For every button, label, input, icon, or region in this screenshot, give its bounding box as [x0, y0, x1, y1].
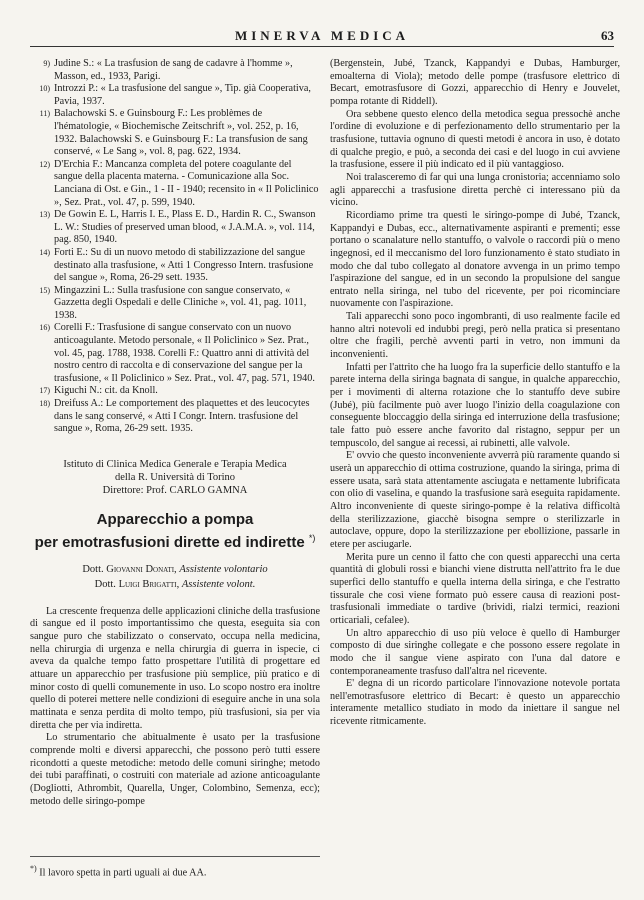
reference-item: [30, 58, 320, 83]
reference-number: 10): [39, 84, 50, 94]
reference-text: Dreifuss A.: Le comportement des plaquettes et des leucocytes dans le sang conservé, « Atti I Congr. Intern. trasfusione del sangue », Roma, 26-29 sett. 1935.: [54, 398, 310, 435]
reference-number: 9): [43, 59, 50, 68]
reference-item: [30, 83, 320, 108]
author-name: Giovanni Donati,: [106, 563, 177, 575]
institute-line: Istituto di Clinica Medica Generale e Terapia Medica: [63, 458, 287, 470]
reference-text: Judine S.: « La trasfusion de sang de cadavre à l'homme », Masson, ed., 1933, Parigi.: [54, 58, 293, 82]
body-paragraph: Ora sebbene questo elenco della metodica segua pressochè anche l'ordine di evoluzione e di perfezionamento dello strumentario per la trasfusione, tuttavia ognuno di questi metodi è ancora in uso, è dotato di qualche pregio, e può, a seconda dei casi e del luogo in cui avviene la trasfusione, essere il più indicato ed il più vantaggioso.: [330, 108, 620, 171]
reference-list: [30, 58, 320, 436]
reference-item: [30, 209, 320, 247]
author: [30, 562, 320, 577]
footnote-text: Il lavoro spetta in parti uguali ai due AA.: [39, 867, 207, 879]
reference-item: [30, 247, 320, 285]
body-paragraph: E' ovvio che questo inconveniente avverrà più raramente quando si userà un apparecchio di ottima costruzione, quando la siringa, prima di essere usata, sarà stata attentamente asciugata e nettamente lubrificata con olio di vaselina, e quando la trasfusione sarà eseguita rapidamente. Altro inconveniente di queste siringo-pompe è la relativa difficoltà della sterilizzazione, giacchè bisogna sempre o sterilizzarle in autoclave, oppure, dopo la sterilizzazione per ebollizione, passarle in etere per asciugarle.: [330, 450, 620, 550]
reference-number: 15): [39, 285, 50, 295]
page-number: 63: [601, 28, 614, 43]
article-title-text: per emotrasfusioni dirette ed indirette: [34, 533, 305, 551]
footnote-marker: *): [30, 864, 37, 873]
reference-item: [30, 322, 320, 385]
author-list: [30, 562, 320, 592]
reference-item: [30, 108, 320, 158]
body-paragraph: Noi tralasceremo di far qui una lunga cronistoria; accenniamo solo agli apparecchi a trasfusione diretta perchè ci interessano più da vicino.: [330, 171, 620, 209]
body-paragraph: Ricordiamo prime tra questi le siringo-pompe di Jubé, Tzanck, Kappandyi e Dubas, ecc., alternativamente aspiranti e prementi; esse portano o scanalature nello stantuffo, o valvole o raccordi più o meno ingegnosi, ed il meccanismo del loro funzionamento è stato studiato in modo che dal tubo collegato al donatore avvenga in un primo tempo l'aspirazione del sangue, ed in un secondo la propulsione del sangue entrato nella siringa, nel tubo del ricevente, per poi ricominciare nuovamente con l'aspirazione.: [330, 209, 620, 310]
article-title-line: [30, 529, 320, 552]
running-header: [30, 26, 614, 47]
reference-number: 18): [39, 399, 50, 409]
author-role: Assistente volont.: [181, 578, 256, 590]
reference-number: 17): [39, 386, 50, 396]
reference-text: Corelli F.: Trasfusione di sangue conservato con un nuovo anticoagulante. Metodo personale, « Il Policlinico » Sez. Prat., vol. 45, pag. 1788, 1938. Corelli F.: Quattro anni di attività del nostro centro di raccolta e di conservazione del sangue per la trasfusione, « Il Policlinico » Sez. Prat., vol. 47, pag. 571, 1940.: [54, 322, 315, 384]
reference-text: Kiguchi N.: cit. da Knoll.: [54, 385, 158, 397]
reference-number: 13): [39, 210, 50, 220]
article-title-line: Apparecchio a pompa: [96, 510, 254, 528]
institute-affiliation: [30, 458, 320, 497]
footnote-marker: *): [308, 532, 316, 543]
reference-number: 16): [39, 323, 50, 333]
reference-text: Mingazzini L.: Sulla trasfusione con sangue conservato, « Gazzetta degli Ospedali e delle Cliniche », vol. 41, pag. 1011, 1938.: [54, 284, 307, 321]
reference-text: Forti E.: Su di un nuovo metodo di stabilizzazione del sangue destinato alla trasfusione, « Atti 1 Congresso Intern. trasfusione del sangue », Roma, 26-29 sett. 1935.: [54, 246, 314, 284]
journal-title: MINERVA MEDICA: [234, 28, 410, 43]
reference-text: D'Erchia F.: Mancanza completa del potere coagulante del sangue della placenta materna. - Comunicazione alla Soc. Lanciana di Ost. e Gin., 1 - II - 1940; recensito in « Il Policlinico », Sez. Prat., vol. 47, p. 599, 1940.: [54, 158, 319, 208]
body-paragraph: Merita pure un cenno il fatto che con questi apparecchi una certa quantità di globuli rossi e bianchi viene distrutta nell'attrito fra le due superfici dello stantuffo e quella interna della siringa, e che l'estratto tissurale che così viene formato può essere causa di reazioni post-trasfusionali immediate o tardive (brividi, rialzi termici, reazioni orticariali, cefalee).: [330, 551, 620, 626]
author-role: Assistente volontario: [179, 563, 268, 575]
body-paragraph: Lo strumentario che abitualmente è usato per la trasfusione comprende molti e diversi apparecchi, che possono però tutti essere ricondotti a queste metodiche: metodo delle comuni siringhe; metodo dei tubi paraffinati, o costruiti con materiale ad azione anticoagulante (Dogliotti, Athrombit, Quarella, Unger, Colombino, Semenza, ecc); metodo delle siringo-pompe: [30, 732, 320, 807]
reference-item: [30, 385, 320, 398]
author-prefix: Dott.: [82, 563, 104, 575]
institute-line: della R. Università di Torino: [114, 471, 236, 483]
article-body-left: [30, 606, 320, 809]
reference-number: 11): [39, 109, 50, 119]
body-paragraph: La crescente frequenza delle applicazioni cliniche della trasfusione di sangue ed il posto importantissimo che questa, eseguita sia con sangue puro che stabilizzato o conservato, occupa nella medicina, nella chirurgia di urgenza e nella chirurgia di guerra in ispecie, ci aveva da qualche tempo fatto prospettare l'utilità di progettare ed attuare un apparecchio per trasfusione più semplice, più pratico e di minor costo di quelli comunemente in uso. Lo scopo nostro era inoltre quello di poterei mettere nelle condizioni di eseguire anche in una sola mattinata e senza perdita di molto tempo, più trasfusioni, sia per via diretta che per via indiretta.: [30, 605, 320, 731]
body-paragraph: E' degna di un ricordo particolare l'innovazione notevole portata nell'emotrasfusore elettrico di Becart: è questo un apparecchio interamente metallico studiato in modo da iniettare il sangue nel ricevente ritmicamente.: [330, 678, 620, 728]
body-paragraph: Tali apparecchi sono poco ingombranti, di uso realmente facile ed hanno altri notevoli ed indubbi pregi, però nella pratica si presentano oltre che fragili, perchè avventi parti in vetro, non immuni da inconvenienti.: [330, 311, 620, 361]
right-column: [330, 58, 620, 729]
body-paragraph: (Bergenstein, Jubé, Tzanck, Kappandyi e Dubas, Hamburger, emoalterna di Viola); metodo delle pompe (trasfusore elettrico di Becart, emotrasfusore di Gozzi, apparecchio di Henry e Jouvelet, pompa rotante di Riddell).: [330, 58, 620, 107]
body-paragraph: Infatti per l'attrito che ha luogo fra la superficie dello stantuffo e la parete interna della siringa bagnata di sangue, in qualche apparecchio, per i movimenti di alterna rotazione che lo stantuffo deve subire (Jubé), più facilmente può aver luogo l'inizio della coagulazione con conseguente bloccaggio della siringa ed interruzione della trasfusione; tale fatto può essere anche favorito dal ristagno, seppur per un tempuscolo, del sangue ai recessi, ai rubinetti, alle valvole.: [330, 361, 620, 449]
reference-text: Balachowski S. e Guinsbourg F.: Les problèmes de l'hématologie, « Biochemische Zeitschrift », vol. 252, p. 16, 1932. Balachowski S. e Guinsbourg F.: La transfusion de sang conservé, « Le Sang », vol. 8, pag. 622, 1934.: [54, 108, 308, 158]
reference-item: [30, 285, 320, 323]
left-column: [30, 58, 320, 808]
institute-director: Direttore: Prof. CARLO GAMNA: [102, 484, 248, 496]
reference-item: [30, 398, 320, 436]
reference-text: Introzzi P.: « La trasfusione del sangue », Tip. già Cooperativa, Pavia, 1937.: [54, 83, 311, 107]
reference-number: 12): [39, 159, 50, 169]
body-paragraph: Un altro apparecchio di uso più veloce è quello di Hamburger composto di due siringhe collegate e che possono essere regolate in modo che il sangue viene aspirato con l'una dal datore e contemporaneamente trasfuso dall'altra nel ricevente.: [330, 627, 620, 677]
reference-number: 14): [39, 247, 50, 257]
article-title: [30, 511, 320, 552]
author-prefix: Dott.: [94, 578, 116, 590]
reference-text: De Gowin E. L, Harris I. E., Plass E. D., Hardin R. C., Swanson L. W.: Studies of preserved uman blood, « J.A.M.A. », vol. 114, pag. 850, 1940.: [54, 209, 316, 246]
reference-item: [30, 159, 320, 209]
page-footnote: [30, 856, 320, 879]
author: [30, 577, 320, 592]
author-name: Luigi Brigatti,: [118, 578, 180, 590]
